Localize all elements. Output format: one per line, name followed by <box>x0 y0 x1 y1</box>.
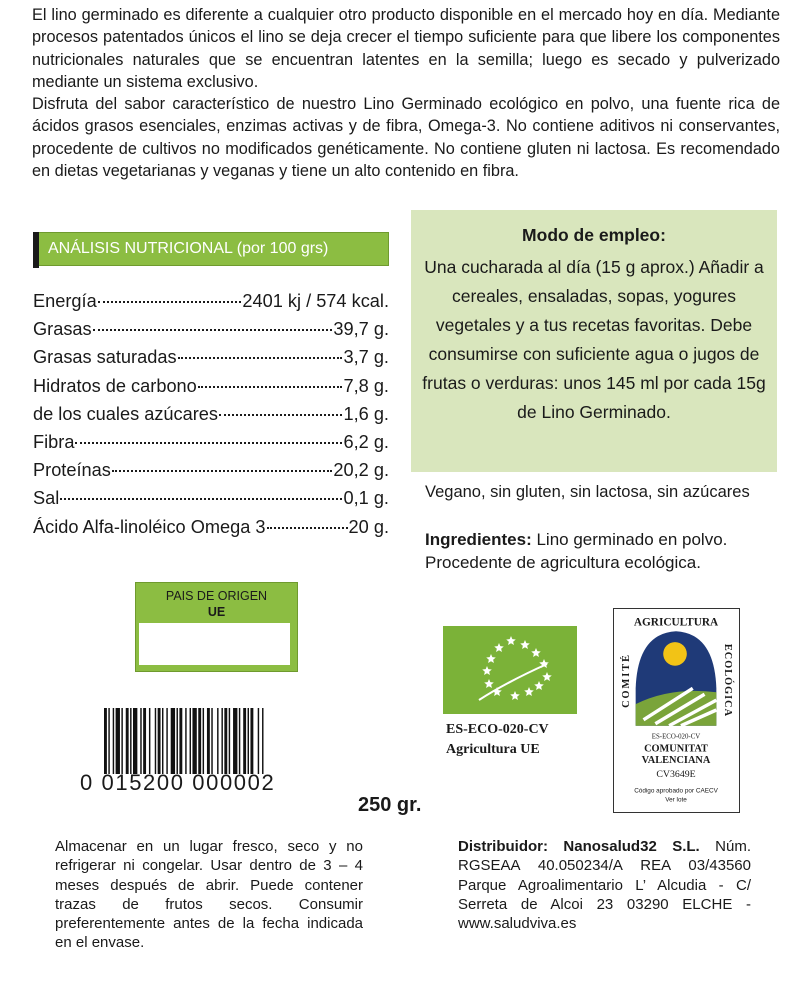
leader-dots <box>98 301 242 303</box>
caecv-lot: Ver lote <box>665 796 687 804</box>
eu-certification-code: ES-ECO-020-CV <box>446 722 549 737</box>
nutrition-row <box>33 428 389 456</box>
leader-dots <box>219 414 342 416</box>
nutrient-name: Sal <box>33 488 60 509</box>
nutrition-row <box>33 287 389 315</box>
origin-blank-field <box>139 623 290 665</box>
barcode-bar <box>158 708 161 774</box>
barcode-bar <box>177 708 178 774</box>
caecv-right-text: ECOLÓGICA <box>722 643 734 718</box>
ingredients-block <box>425 529 780 574</box>
description-paragraph-1: El lino germinado es diferente a cualquier otro producto disponible en el mercado hoy en día. Mediante procesos patentados únicos el lino se deja crecer el tiempo suficiente para que libere los componentes nutricionales naturales que se encuentran latentes en la semilla; luego es secado y pulverizado mediante un sistema exclusivo. <box>32 6 780 91</box>
nutrient-name: Energía <box>33 291 97 311</box>
barcode-bar <box>248 708 249 774</box>
barcode <box>104 708 308 774</box>
barcode-bar <box>190 708 191 774</box>
barcode-bar <box>211 708 212 774</box>
barcode-bar <box>217 708 218 774</box>
leader-dots <box>112 470 333 472</box>
barcode-bar <box>155 708 156 774</box>
leader-dots <box>178 357 343 359</box>
barcode-bar <box>133 708 137 774</box>
caecv-number: CV3649E <box>656 768 696 780</box>
barcode-bar <box>130 708 131 774</box>
dietary-claims: Vegano, sin gluten, sin lactosa, sin azúcares <box>425 483 750 501</box>
barcode-bar <box>116 708 120 774</box>
nutrient-name: Ácido Alfa-linoléico Omega 3 <box>33 516 266 537</box>
caecv-code: ES-ECO-020-CV <box>651 733 701 741</box>
barcode-bar <box>243 708 246 774</box>
nutrient-name: Hidratos de carbono <box>33 375 197 396</box>
leader-dots <box>93 329 333 331</box>
eu-certification-label: Agricultura UE <box>446 742 540 757</box>
nutrient-name: de los cuales azúcares <box>33 403 219 424</box>
barcode-bar <box>262 708 263 774</box>
usage-title: Modo de empleo: <box>522 225 666 245</box>
distributor-text: Núm. RGSEAA 40.050234/A REA 03/43560 Parque Agroalimentario L’ Alcudia - C/ Serreta de Alcoi 23 03290 ELCHE - www.saludviva.es <box>458 838 751 933</box>
nutrition-header <box>33 232 389 266</box>
barcode-bar <box>171 708 175 774</box>
leader-dots <box>75 442 342 444</box>
barcode-bar <box>179 708 182 774</box>
barcode-bar <box>198 708 201 774</box>
origin-value: UE <box>207 605 226 619</box>
description-paragraph-2: Disfruta del sabor característico de nuestro Lino Germinado ecológico en polvo, una fuente rica de ácidos grasos esenciales, enzimas activas y de fibra, Omega-3. No contiene aditivos ni conservantes, procedente de cultivos no modificados genéticamente. No contiene gluten ni lactosa. Es recomendado en dietas vegetarianas y veganas y tiene un alto contenido en fibra. <box>32 95 780 181</box>
leader-dots <box>267 527 348 529</box>
nutrition-row <box>33 372 389 400</box>
barcode-bar <box>113 708 114 774</box>
nutrition-row <box>33 315 389 343</box>
nutrient-value: 2401 kj / 574 kcal. <box>242 291 389 311</box>
nutrition-row <box>33 343 389 371</box>
barcode-bar <box>203 708 204 774</box>
barcode-bar <box>258 708 259 774</box>
distributor-label: Distribuidor: Nanosalud32 S.L. <box>458 838 700 855</box>
caecv-name-2: VALENCIANA <box>641 755 711 767</box>
barcode-bar <box>140 708 141 774</box>
barcode-bar <box>207 708 210 774</box>
origin-label: PAIS DE ORIGEN <box>165 589 268 603</box>
barcode-bar <box>250 708 253 774</box>
caecv-approval: Código aprobado por CAECV <box>634 787 718 795</box>
nutrient-name: Proteínas <box>33 460 111 481</box>
barcode-number: 0 015200 000002 <box>80 770 276 795</box>
nutrient-name: Grasas <box>33 319 92 340</box>
barcode-bar <box>162 708 163 774</box>
nutrient-value: 6,2 g. <box>343 431 389 452</box>
nutrient-name: Fibra <box>33 431 75 452</box>
storage-instructions: Almacenar en un lugar fresco, seco y no refrigerar ni congelar. Usar dentro de 3 – 4 meses después de abrir. Puede contener trazas de frutos secos. Consumir preferentemente antes de la fecha indicada en el envase. <box>55 838 363 952</box>
barcode-bar <box>126 708 129 774</box>
barcode-bar <box>192 708 196 774</box>
usage-text: Una cucharada al día (15 g aprox.) Añadir a cereales, ensaladas, sopas, yogures vegetales y a tus recetas favoritas. Debe consumirse con suficiente agua o jugos de frutas o verduras: unos 145 ml por cada 15g de Lino Germinado. <box>422 257 766 422</box>
caecv-name-1: COMUNITAT <box>644 743 708 755</box>
ingredients-label: Ingredientes: <box>425 530 532 549</box>
nutrient-value: 1,6 g. <box>343 403 389 424</box>
nutrient-value: 3,7 g. <box>343 347 389 368</box>
nutrient-value: 20 g. <box>348 516 389 537</box>
barcode-bar <box>149 708 150 774</box>
distributor-info <box>458 837 751 933</box>
nutrient-value: 20,2 g. <box>333 460 389 481</box>
caecv-sun-icon <box>663 642 687 666</box>
nutrient-value: 39,7 g. <box>333 319 389 340</box>
ingredients-text: Lino germinado en polvo. Procedente de agricultura ecológica. <box>425 530 728 572</box>
barcode-bar <box>143 708 146 774</box>
net-weight: 250 gr. <box>358 794 422 816</box>
nutrient-value: 7,8 g. <box>343 375 389 396</box>
barcode-bar <box>221 708 222 774</box>
nutrition-title: ANÁLISIS NUTRICIONAL (por 100 grs) <box>48 240 329 257</box>
barcode-bar <box>108 708 109 774</box>
nutrition-row <box>33 456 389 484</box>
barcode-bar <box>121 708 122 774</box>
leader-dots <box>60 498 342 500</box>
eu-organic-logo <box>443 626 577 714</box>
barcode-bar <box>224 708 227 774</box>
barcode-bar <box>185 708 186 774</box>
eu-certification-text <box>446 720 606 760</box>
leader-dots <box>198 386 343 388</box>
nutrition-row <box>33 400 389 428</box>
barcode-bar <box>104 708 107 774</box>
barcode-bar <box>239 708 240 774</box>
country-of-origin-box <box>135 582 298 672</box>
nutrient-value: 0,1 g. <box>343 488 389 509</box>
barcode-bar <box>229 708 230 774</box>
nutrition-table <box>33 287 389 541</box>
caecv-top-text: AGRICULTURA <box>633 616 719 629</box>
caecv-left-text: COMITÉ <box>620 653 632 708</box>
nutrition-row <box>33 513 389 541</box>
barcode-bar <box>166 708 167 774</box>
nutrient-name: Grasas saturadas <box>33 347 177 368</box>
nutrition-row <box>33 484 389 512</box>
header-accent <box>33 232 39 268</box>
caecv-certification-logo <box>613 608 740 813</box>
barcode-bar <box>233 708 237 774</box>
product-description <box>32 4 780 182</box>
